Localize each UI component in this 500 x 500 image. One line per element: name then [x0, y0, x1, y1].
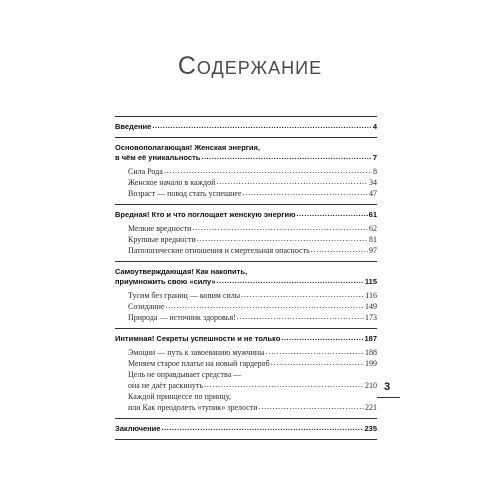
toc-entry[interactable] — [115, 143, 377, 163]
toc-subentry-page: 188 — [365, 348, 377, 357]
toc-entry-title: Заключение — [115, 424, 161, 433]
toc-entry-page: 4 — [372, 122, 377, 131]
toc-subentry-title: Эмоции — путь к завоеванию мужчины — [128, 348, 265, 357]
toc-subentry-title: Патологические отношения и смертельная опасность — [128, 246, 310, 255]
dot-leader — [237, 311, 364, 322]
dot-leader — [243, 187, 369, 198]
toc-entry[interactable] — [115, 210, 377, 220]
toc-subentry-page: 47 — [369, 189, 377, 198]
toc-subentry[interactable] — [128, 312, 377, 323]
toc-section-intimate — [115, 328, 377, 418]
toc-subentry-title: Мелкие вредности — [128, 224, 192, 233]
page-number-rule — [377, 397, 400, 398]
toc-entry[interactable] — [115, 334, 377, 344]
dot-leader — [311, 244, 368, 255]
dot-leader — [241, 289, 364, 300]
toc-entry-page: 115 — [364, 277, 377, 286]
toc-subentry-page: 116 — [365, 291, 377, 300]
page-title: Содержание — [177, 52, 323, 80]
toc-subentry-title: Крупные вредности — [128, 235, 196, 244]
toc-entry-title-line-2: приумножить свою «силу» — [115, 277, 216, 286]
toc-subentry-title: Женское начало в каждой — [128, 178, 216, 187]
toc-subentry-title-line-2: или Как преодолеть «тупик» зрелости — [128, 403, 258, 412]
toc-subentry[interactable] — [128, 358, 377, 369]
toc-subentry-page: 149 — [365, 302, 377, 311]
toc-subentry-title: Тусим без границ — копим силы — [128, 291, 241, 300]
toc-subentry-page: 210 — [365, 381, 377, 390]
dot-leader — [152, 121, 371, 131]
dot-leader — [204, 379, 364, 390]
toc-subentry-page: 97 — [369, 246, 377, 255]
dot-leader — [216, 176, 368, 187]
toc-section-self-assertive — [115, 261, 377, 328]
dot-leader — [296, 209, 367, 219]
toc-subentry-page: 173 — [365, 313, 377, 322]
toc-entry-page: 7 — [372, 153, 377, 162]
toc-entry-page: 235 — [364, 424, 377, 433]
toc-section-energy — [115, 137, 377, 204]
dot-leader — [197, 233, 368, 244]
table-of-contents — [115, 116, 377, 440]
toc-subentry-title: Возраст — повод стать успешнее — [128, 189, 242, 198]
toc-subentry-page: 81 — [369, 235, 377, 244]
toc-subentry-page: 8 — [373, 167, 377, 176]
toc-entry-title-line-1: Основополагающая! Женская энергия, — [115, 143, 260, 152]
toc-subentry-page: 199 — [365, 359, 377, 368]
toc-entry[interactable] — [115, 424, 377, 434]
toc-section-conclusion — [115, 418, 377, 440]
toc-entry[interactable] — [115, 122, 377, 132]
toc-subentry[interactable] — [128, 245, 377, 256]
page-number: 3 — [384, 381, 391, 393]
dot-leader — [281, 333, 363, 343]
toc-subentry-page: 221 — [365, 403, 377, 412]
dot-leader — [166, 300, 364, 311]
dot-leader — [259, 401, 364, 412]
toc-subentry-title: Сила Рода — [128, 167, 163, 176]
dot-leader — [164, 165, 372, 176]
toc-entry-page: 187 — [364, 334, 377, 343]
toc-subentry-title: Созидание — [128, 302, 165, 311]
toc-entry-title-line-2: в чём её уникальность — [115, 153, 201, 162]
toc-entry-page: 61 — [368, 210, 377, 219]
toc-subentry[interactable] — [128, 391, 377, 413]
dot-leader — [201, 152, 371, 162]
toc-entry-title: Введение — [115, 122, 152, 131]
toc-entry-title-line-1: Самоутверждающая! Как накопить, — [115, 267, 248, 276]
toc-section-harmful — [115, 204, 377, 261]
dot-leader — [192, 222, 368, 233]
toc-subentry-title-line-1: Каждой принцессе по принцу, — [128, 392, 231, 401]
dot-leader — [217, 276, 364, 286]
dot-leader — [161, 423, 363, 433]
dot-leader — [271, 357, 364, 368]
toc-subentry-title: Природа — источник здоровья! — [128, 313, 236, 322]
toc-section-introduction — [115, 116, 377, 137]
toc-entry[interactable] — [115, 267, 377, 287]
toc-entry-title: Вредная! Кто и что поглощает женскую энергию — [115, 210, 296, 219]
toc-subentry[interactable] — [128, 188, 377, 199]
toc-entry-title: Интимная! Секреты успешности и не только — [115, 334, 281, 343]
toc-subentry-title: Меняем старое платье на новый гардероб — [128, 359, 270, 368]
toc-subentry-title-line-1: Цель не оправдывает средства — — [128, 370, 242, 379]
dot-leader — [266, 346, 364, 357]
toc-subentry-title-line-2: она не даёт раскинуть — [128, 381, 204, 390]
toc-subentry[interactable] — [128, 369, 377, 391]
toc-subentry-page: 34 — [369, 178, 377, 187]
toc-subentry-page: 62 — [369, 224, 377, 233]
